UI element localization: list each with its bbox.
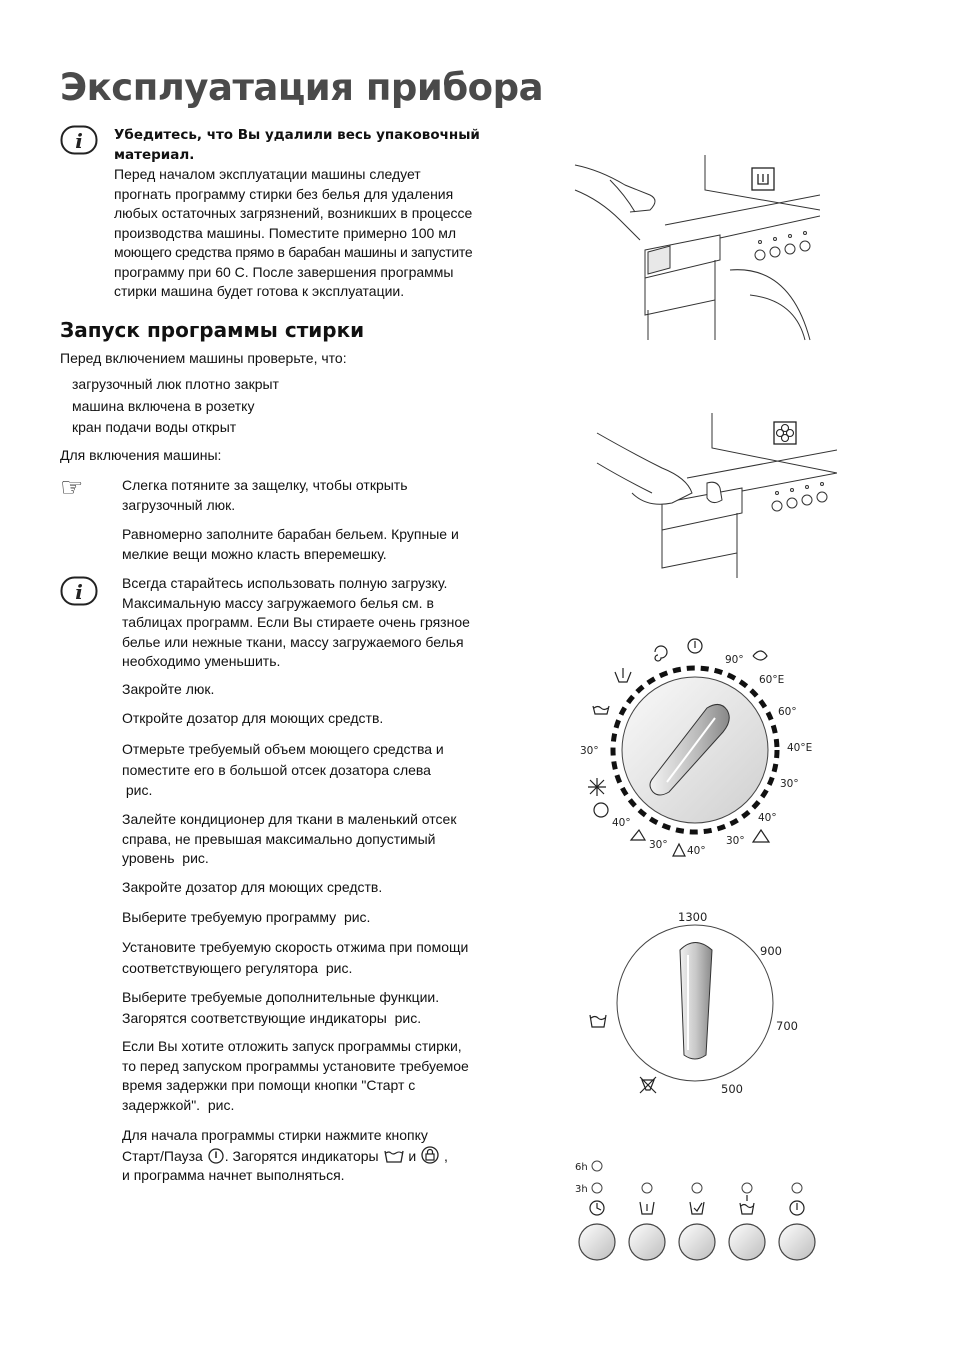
start-pause-button[interactable] (779, 1224, 815, 1260)
step-options: Выберите требуемые дополнительные функции. Загорятся соответствующие индикаторы рис. (122, 989, 440, 1026)
step-delay-start: Если Вы хотите отложить запуск программы стирки, то перед запуском программы установите требуемое время задержки при помощи кнопки "Старт с задержкой". рис. (122, 1038, 469, 1113)
page-title: Эксплуатация прибора (60, 66, 544, 109)
intro-line: Перед началом эксплуатации машины следует (114, 166, 421, 182)
check-item: кран подачи воды открыт (72, 419, 237, 435)
dial-label: 30° (580, 745, 599, 757)
dial-label: 40° (612, 817, 631, 829)
dial-label: 40° (758, 812, 777, 824)
step-open-dispenser: Откройте дозатор для моющих средств. (122, 710, 384, 726)
delay-label-6h: 6h (575, 1162, 588, 1173)
section-heading: Запуск программы стирки (60, 318, 365, 342)
step-close-door: Закройте люк. (122, 681, 215, 697)
dial-label: 30° (726, 835, 745, 847)
option-button[interactable] (629, 1224, 665, 1260)
intro-bold-line: Убедитесь, что Вы удалили весь упаковочный (114, 127, 480, 143)
info-icon (60, 576, 98, 606)
start-intro: Для включения машины: (60, 447, 222, 463)
softener-illustration (592, 408, 837, 578)
step-detergent: Отмерьте требуемый объем моющего средства и поместите его в большой отсек дозатора слева рис. (122, 741, 444, 798)
delay-start-button[interactable] (579, 1224, 615, 1260)
check-intro: Перед включением машины проверьте, что: (60, 350, 347, 366)
spin-label: 1300 (678, 910, 708, 924)
option-button[interactable] (679, 1224, 715, 1260)
dial-label: 30° (649, 839, 668, 851)
svg-text:i: i (75, 580, 83, 604)
door-lock-icon (420, 1146, 440, 1164)
intro-line: прогнать программу стирки без белья для удаления (114, 185, 454, 202)
intro-block (114, 126, 514, 302)
step-close-dispenser: Закройте дозатор для моющих средств. (122, 879, 383, 895)
check-item: загрузочный люк плотно закрыт (72, 376, 279, 392)
step-select-program: Выберите требуемую программу рис. (122, 909, 371, 925)
step-load-drum: Равномерно заполните барабан бельем. Крупные и мелкие вещи можно класть вперемешку. (122, 526, 459, 562)
spin-label: 900 (760, 944, 782, 958)
check-item: машина включена в розетку (72, 397, 255, 414)
control-panel-illustration (570, 1155, 835, 1270)
program-dial-illustration (575, 630, 825, 865)
check-list (72, 374, 279, 439)
spin-label: 700 (776, 1019, 798, 1033)
dial-label: 60°E (759, 674, 785, 686)
dispenser-illustration (570, 150, 820, 345)
intro-bold-line: материал. (114, 146, 195, 163)
dial-label: 30° (780, 778, 799, 790)
dial-label: 60° (778, 706, 797, 718)
step-start: Для начала программы стирки нажмите кнопку Старт/Пауза . Загорятся индикаторы и , и программа начнет выполняться. (122, 1127, 448, 1183)
intro-line: стирки машина будет готова к эксплуатации. (114, 283, 405, 299)
step-spin-speed: Установите требуемую скорость отжима при помощи соответствующего регулятора рис. (122, 939, 469, 976)
intro-line: любых остаточных загрязнений, возникших в процессе (114, 205, 473, 221)
option-button[interactable] (729, 1224, 765, 1260)
pointing-hand-icon: ☞ (60, 472, 84, 502)
spin-dial-illustration (580, 905, 820, 1100)
svg-text:i: i (75, 129, 83, 153)
delay-label-3h: 3h (575, 1184, 588, 1195)
dial-label: 90° (725, 654, 744, 666)
info-icon (60, 125, 98, 155)
note-full-load: Всегда старайтесь использовать полную загрузку. Максимальную массу загружаемого белья см. в таблицах программ. Если Вы стираете очень грязное белье или нежные ткани, массу загружаемого белья необходимо уменьшить. (122, 575, 470, 669)
step-open-door: Слегка потяните за защелку, чтобы открыть загрузочный люк. (122, 477, 408, 513)
intro-line: производства машины. Поместите примерно 100 мл (114, 224, 456, 241)
dial-label: 40°E (787, 742, 813, 754)
spin-label: 500 (721, 1082, 743, 1096)
dial-label: 40° (687, 845, 706, 857)
start-pause-icon (207, 1148, 225, 1164)
intro-line: моющего средства прямо в барабан машины и запустите (114, 244, 473, 260)
wash-tub-icon (383, 1148, 405, 1164)
intro-line: программу при 60 С. После завершения программы (114, 263, 454, 280)
step-softener: Залейте кондиционер для ткани в маленький отсек справа, не превышая максимально допустимый уровень рис. (122, 811, 457, 866)
